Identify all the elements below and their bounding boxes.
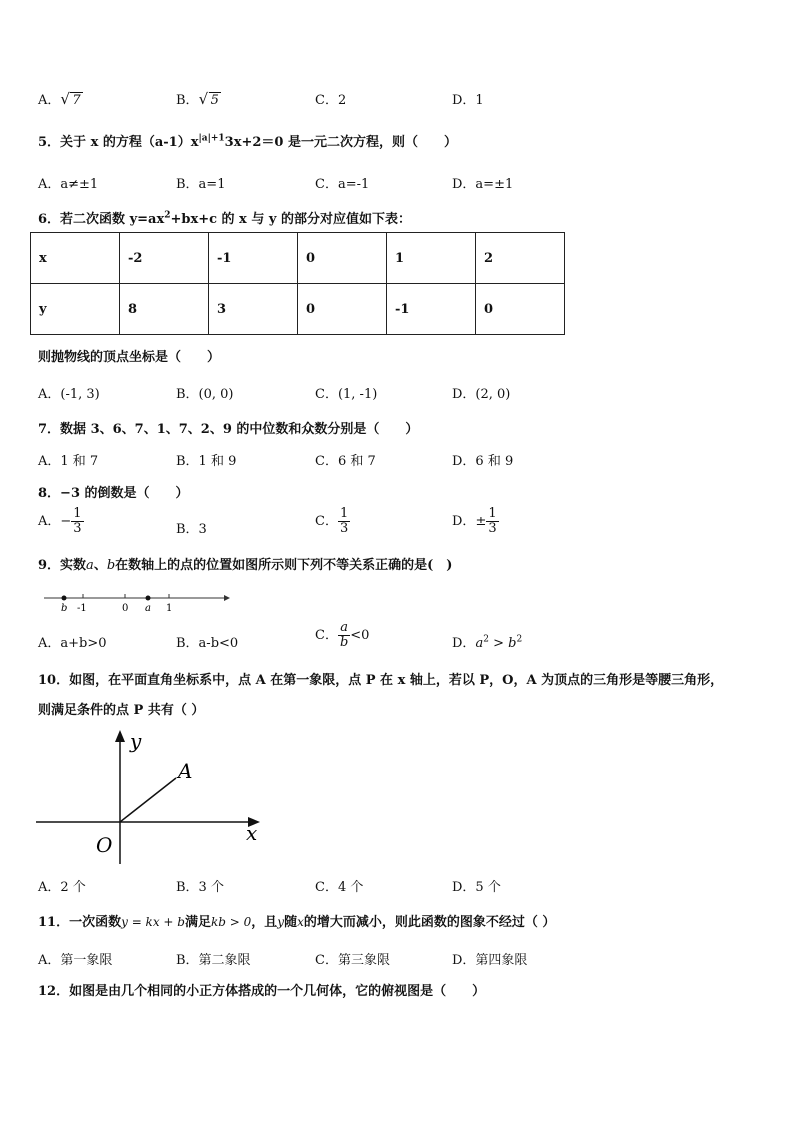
- fraction: $\frac{1}{3}$: [488, 506, 497, 536]
- q8-option-b[interactable]: B．3: [176, 522, 207, 537]
- table-cell: x: [31, 233, 120, 284]
- label-a: a: [145, 603, 151, 614]
- question-9-stem: 9．实数a、b在数轴上的点的位置如图所示则下列不等关系正确的是( ): [38, 558, 453, 573]
- q4-option-c[interactable]: C．2: [315, 93, 347, 108]
- table-cell: -2: [120, 233, 209, 284]
- q11-option-c[interactable]: C．第三象限: [315, 953, 390, 968]
- label-minus-one: -1: [77, 603, 87, 614]
- coordinate-figure: [36, 726, 268, 866]
- arrow-right-icon: [224, 595, 230, 601]
- label-origin: O: [96, 833, 113, 857]
- q9-option-a[interactable]: A．a+b>0: [38, 636, 107, 651]
- table-cell: y: [31, 284, 120, 335]
- question-6-followup: 则抛物线的顶点坐标是（ ）: [38, 350, 221, 365]
- q8-option-a[interactable]: A．− $\frac{1}{3}$: [38, 506, 82, 536]
- q5-option-b[interactable]: B．a=1: [176, 177, 226, 192]
- q8-option-c[interactable]: C． $\frac{1}{3}$: [315, 506, 349, 536]
- q4-option-d[interactable]: D．1: [452, 93, 484, 108]
- point-b: [62, 596, 67, 601]
- q9-option-b[interactable]: B．a-b<0: [176, 636, 239, 651]
- label-y: y: [130, 729, 142, 753]
- q7-option-b[interactable]: B．1 和 9: [176, 454, 237, 469]
- q8-option-d[interactable]: D．± $\frac{1}{3}$: [452, 506, 497, 536]
- q10-option-c[interactable]: C．4 个: [315, 880, 364, 895]
- question-11-stem: 11．一次函数y = kx + b满足kb > 0，且y随x的增大而减小，则此函数的图象不经过（ ）: [38, 915, 556, 930]
- table-cell: 3: [209, 284, 298, 335]
- table-cell: 0: [298, 284, 387, 335]
- q6-option-d[interactable]: D．(2, 0): [452, 387, 511, 402]
- sqrt-symbol: √ 5: [198, 90, 219, 108]
- q4-option-a[interactable]: A． √ 7: [38, 90, 81, 108]
- label-zero: 0: [122, 603, 129, 614]
- q6-option-b[interactable]: B．(0, 0): [176, 387, 234, 402]
- q5-option-a[interactable]: A．a≠±1: [38, 177, 99, 192]
- fraction: $\frac{1}{3}$: [73, 506, 82, 536]
- fraction: $\frac{1}{3}$: [339, 506, 349, 536]
- table-cell: 0: [476, 284, 565, 335]
- q7-option-a[interactable]: A．1 和 7: [38, 454, 99, 469]
- question-12-stem: 12．如图是由几个相同的小正方体搭成的一个几何体，它的俯视图是（ ）: [38, 984, 486, 999]
- q7-option-d[interactable]: D．6 和 9: [452, 454, 514, 469]
- value-table: [30, 232, 565, 335]
- q5-option-c[interactable]: C．a=-1: [315, 177, 370, 192]
- sqrt-symbol: √ 7: [60, 90, 81, 108]
- table-cell: 0: [298, 233, 387, 284]
- table-cell: -1: [387, 284, 476, 335]
- q10-option-d[interactable]: D．5 个: [452, 880, 501, 895]
- q6-option-c[interactable]: C．(1, -1): [315, 387, 378, 402]
- number-line-figure: [38, 588, 238, 614]
- table-cell: 1: [387, 233, 476, 284]
- question-8-stem: 8．−3 的倒数是（ ）: [38, 486, 189, 501]
- q11-option-d[interactable]: D．第四象限: [452, 953, 528, 968]
- label-a: A: [178, 759, 193, 783]
- q9-option-c[interactable]: C． $\frac{a}{b}$ <0: [315, 620, 370, 650]
- q10-option-b[interactable]: B．3 个: [176, 880, 224, 895]
- table-cell: -1: [209, 233, 298, 284]
- label-x: x: [246, 821, 258, 845]
- q10-option-a[interactable]: A．2 个: [38, 880, 86, 895]
- table-row-y: [31, 284, 565, 335]
- q5-option-d[interactable]: D．a=±1: [452, 177, 514, 192]
- y-axis-arrow-icon: [115, 730, 125, 742]
- q11-option-a[interactable]: A．第一象限: [38, 953, 113, 968]
- segment-oa: [120, 778, 176, 822]
- table-row-x: [31, 233, 565, 284]
- table-cell: 2: [476, 233, 565, 284]
- table-cell: 8: [120, 284, 209, 335]
- fraction: $\frac{a}{b}$: [339, 620, 349, 650]
- q6-option-a[interactable]: A．(-1, 3): [38, 387, 100, 402]
- question-7-stem: 7．数据 3、6、7、1、7、2、9 的中位数和众数分别是（ ）: [38, 422, 419, 437]
- question-6-stem: 6．若二次函数 $y=ax^2+bx+c$ 的 x 与 y 的部分对应值如下表：: [38, 210, 411, 227]
- question-10-line-1: 10．如图，在平面直角坐标系中，点 A 在第一象限，点 P 在 x 轴上，若以 P，O，A 为顶点的三角形是等腰三角形，: [38, 673, 724, 688]
- q7-option-c[interactable]: C．6 和 7: [315, 454, 376, 469]
- question-10-line-2: 则满足条件的点 P 共有（ ）: [38, 703, 205, 718]
- q11-option-b[interactable]: B．第二象限: [176, 953, 251, 968]
- point-a: [146, 596, 151, 601]
- question-5-stem: 5．关于 x 的方程$(a-1)x^{|a|+1}3x+2=0$ 是一元二次方程，则（ ）: [38, 133, 457, 150]
- q4-option-b[interactable]: B． √ 5: [176, 90, 219, 108]
- label-b: b: [61, 603, 68, 614]
- label-one: 1: [166, 603, 173, 614]
- q9-option-d[interactable]: D．$a^2 > b^2$: [452, 634, 523, 651]
